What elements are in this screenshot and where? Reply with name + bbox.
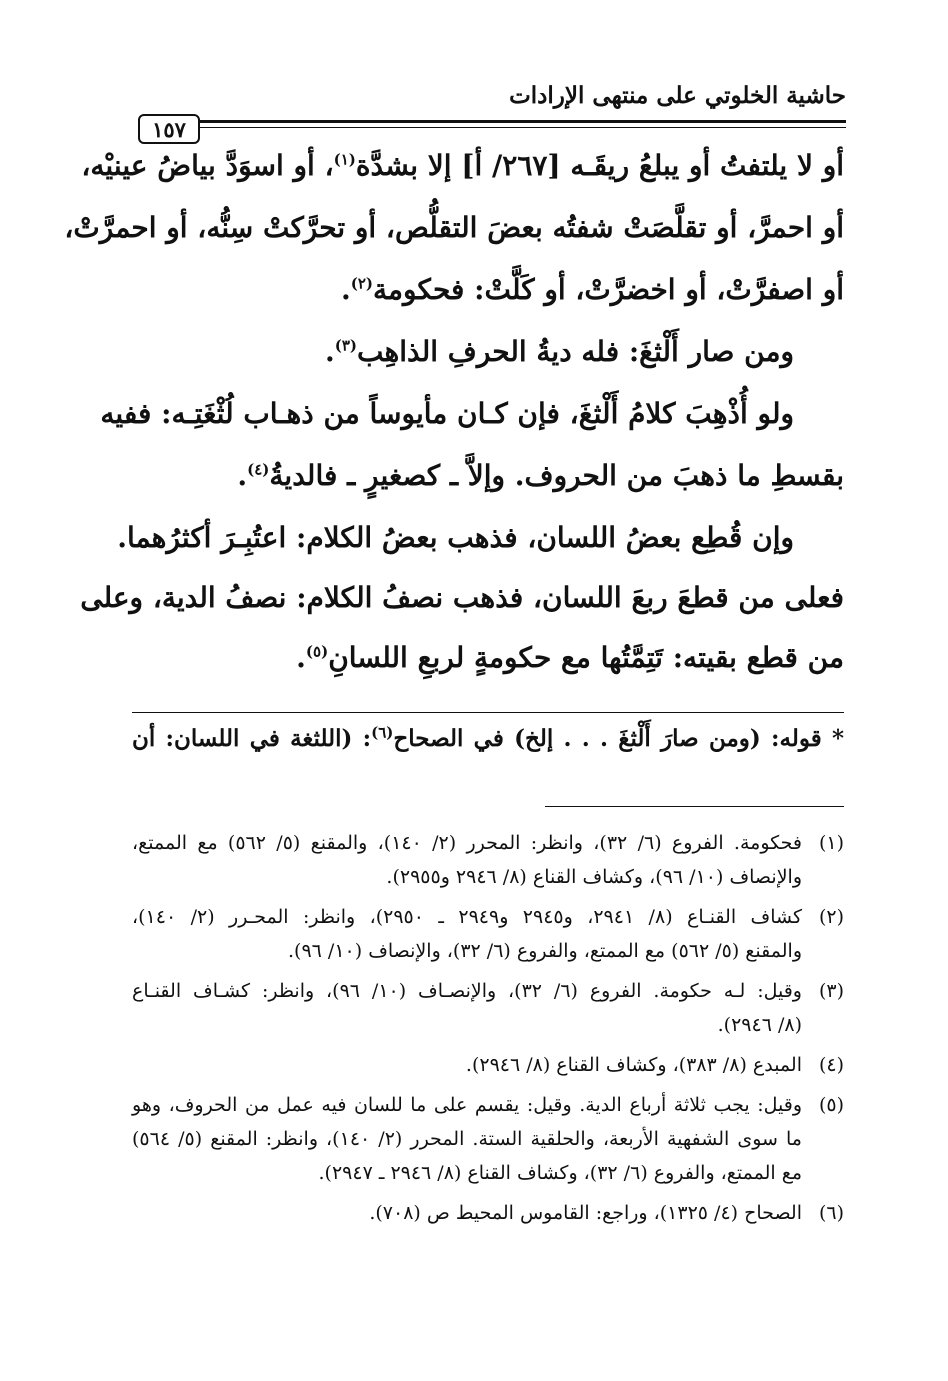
footnote [132,1048,844,1082]
footnote-ref: (١) [333,150,356,169]
footnote-ref: (٤) [247,460,270,479]
header-rule-thin [200,127,846,128]
main-line: من قطع بقيته: تَتِمَّتُها مع حكومةٍ لربعِ اللسانِ$^{(٥)}$. [296,641,844,674]
main-line: أو اصفرَّتْ، أو اخضرَّتْ، أو كَلَّتْ: فحكومة$^{(٢)}$. [340,273,844,306]
footnote-line: كشاف القنـاع (٨/ ٢٩٤١، و٢٩٤٥ و٢٩٤٩ ـ ٢٩٥٠)، وانظر: المحـرر (٢/ ١٤٠)، [132,906,802,928]
main-line: بقسطِ ما ذهبَ من الحروف. وإلاَّ ـ كصغيرٍ ـ فالديةُ$^{(٤)}$. [237,459,844,492]
footnote-number: (٢) [818,906,844,928]
footnote [132,1196,844,1230]
main-text [64,149,844,674]
footnote-number: (٣) [818,980,844,1002]
footnote-line: وقيل: يجب ثلاثة أرباع الدية. وقيل: يقسم على ما للسان فيه عمل من الحروف، وهو [132,1094,802,1116]
footnote-line: والإنصاف (١٠/ ٩٦)، وكشاف القناع (٨/ ٢٩٤٦ و٢٩٥٥). [386,866,802,888]
main-line: فعلى من قطعَ ربعَ اللسان، فذهب نصفُ الكلام: نصفُ الدية، وعلى [80,581,844,614]
footnote-number: (٦) [818,1202,844,1224]
main-line: ولو أُذْهِبَ كلامُ أَلْثغَ، فإن كـان مأيوساً من ذهـاب لُثْغَتِـه: ففيه [100,397,794,430]
page-number: ١٥٧ [138,114,200,144]
text-divider [132,712,844,713]
main-line: ومن صار أَلْثغَ: فله ديةُ الحرفِ الذاهِب$^{(٣)}$. [324,335,794,368]
running-title: حاشية الخلوتي على منتهى الإرادات [509,82,846,109]
footnote-number: (١) [818,832,844,854]
footnote [132,974,844,1042]
footnote-ref: (٥) [305,642,329,661]
footnote [132,900,844,968]
header-rule-thick [200,120,846,123]
footnote-ref: (٣) [334,336,357,355]
footnote-line: والمقنع (٥/ ٥٦٢) مع الممتع، والفروع (٦/ ٣٢)، والإنصاف (١٠/ ٩٦). [288,940,802,962]
footnote-line: وقيل: لـه حكومة. الفروع (٦/ ٣٢)، والإنصـاف (١٠/ ٩٦)، وانظر: كشـاف القنـاع [132,980,802,1002]
footnote-line: مع الممتع، والفروع (٦/ ٣٢)، وكشاف القناع (٨/ ٢٩٤٦ ـ ٢٩٤٧). [318,1162,802,1184]
main-line: وإن قُطِع بعضُ اللسان، فذهب بعضُ الكلام: اعتُبِـرَ أكثرُهما. [117,521,794,554]
footnote-number: (٥) [818,1094,844,1116]
footnote [132,1088,844,1190]
footnote-line: (٨/ ٢٩٤٦). [717,1014,802,1036]
footnote-line: المبدع (٨/ ٣٨٣)، وكشاف القناع (٨/ ٢٩٤٦). [465,1054,802,1076]
footnote-line: الصحاح (٤/ ١٣٢٥)، وراجع: القاموس المحيط ص (٧٠٨). [369,1202,802,1224]
footnote-number: (٤) [818,1054,844,1076]
footnote-divider [545,806,844,807]
commentary-line: * قوله: (ومن صارَ أَلْثغَ . . . إلخ) في الصحاح$^{(٦)}$: (اللثغة في اللسان: أن [132,723,844,752]
footnote-line: فحكومة. الفروع (٦/ ٣٢)، وانظر: المحرر (٢/ ١٤٠)، والمقنع (٥/ ٥٦٢) مع الممتع، [132,832,802,854]
page-header [128,78,846,142]
footnote-ref: (٢) [350,274,373,293]
footnote [132,826,844,894]
footnote-ref: (٦) [371,723,394,742]
main-line: أو احمرَّ، أو تقلَّصَتْ شفتُه بعضَ التقلُّص، أو تحرَّكتْ سِنُّه، أو احمرَّتْ، [64,211,844,244]
main-line: أو لا يلتفتُ أو يبلعُ ريقَـه [٢٦٧/ أ] إلا بشدَّة$^{(١)}$، أو اسوَدَّ بياضُ عينيْه، [81,149,844,182]
footnotes [132,826,844,1236]
footnote-line: ما سوى الشفهية الأربعة، والحلقية الستة. المحرر (٢/ ١٤٠)، وانظر: المقنع (٥/ ٥٦٤) [132,1128,802,1150]
